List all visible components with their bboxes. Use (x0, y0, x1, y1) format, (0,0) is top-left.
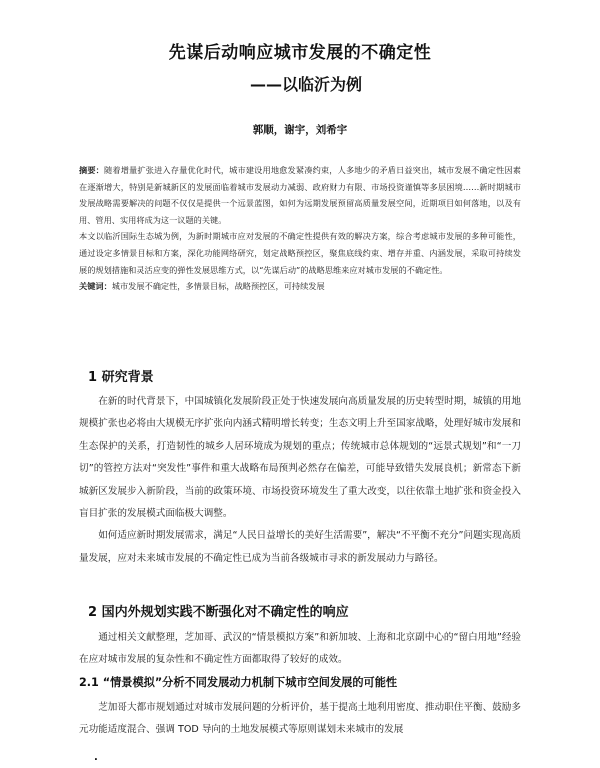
abstract-text-1: 随着增量扩张进入存量优化时代，城市建设用地愈发紧凑约束，人多地少的矛盾日益突出，城市发展不确定性因素在逐渐增大，特别是新城新区的发展面临着城市发展动力减弱、政府财力有限、市场投资谨慎等多层困境……新时期城市发展战略需要解决的问题不仅仅是提供一个远景蓝图，如何为远期发展预留高质量发展空间，近期项目如何落地，以及有用、管用、实用将成为这一议题的关键。 (79, 165, 521, 225)
paper-title: 先谋后动响应城市发展的不确定性 (168, 43, 432, 63)
keywords-line (79, 278, 521, 295)
section-1-body (79, 391, 521, 570)
section-2-paragraph-1: 通过相关文献整理，芝加哥、武汉的“情景模拟方案”和新加坡、上海和北京副中心的“留白用地”经验在应对城市发展的复杂性和不确定性方面都取得了较好的成效。 (79, 632, 522, 666)
keywords-label: 关键词： (79, 281, 112, 292)
section-1-heading: 1 研究背景 (88, 370, 154, 385)
abstract-paragraph-1 (79, 162, 521, 228)
keywords-text: 城市发展不确定性，多情景目标，战略预控区，可持续发展 (111, 281, 325, 292)
abstract-label: 摘要： (79, 165, 105, 175)
section-2-1-body (79, 697, 521, 742)
section-2-heading: 2 国内外规划实践不断强化对不确定性的响应 (88, 605, 349, 620)
abstract-block (79, 162, 521, 295)
paper-subtitle: ——以临沂为例 (250, 75, 363, 94)
section-1-paragraph-1: 在新的时代背景下，中国城镇化发展阶段正处于快速发展向高质量发展的历史转型时期，城镇的用地规模扩张也必将由大规模无序扩张向内涵式精明增长转变；生态文明上升至国家战略，处理好城市发展和生态保护的关系，打造韧性的城乡人居环境成为规划的重点；传统城市总体规划的“远景式规划”和“一刀切”的管控方法对“突发性”事件和重大战略布局预判必然存在偏差，可能导致错失发展良机；新常态下新城新区发展步入新阶段，当前的政策环境、市场投资环境发生了重大改变，以往依靠土地扩张和资金投入盲目扩张的发展模式面临极大调整。 (79, 396, 521, 520)
section-1-paragraph-2: 如何适应新时期发展需求，满足“人民日益增长的美好生活需要”，解决“不平衡不充分”问题实现高质量发展，应对未来城市发展的不确定性已成为当前各级城市寻求的新发展动力与路径。 (79, 530, 522, 564)
paper-authors: 郭顺，谢宇，刘希宇 (252, 124, 348, 136)
section-2-1-paragraph-1: 芝加哥大都市规划通过对城市发展问题的分析评价，基于提高土地利用密度、推动职住平衡、鼓励多元功能适度混合、强调 TOD 导向的土地发展模式等原则谋划未来城市的发展 (79, 702, 521, 736)
section-2-1-heading: 2.1 “情景模拟”分析不同发展动力机制下城市空间发展的可能性 (79, 676, 398, 689)
footer-mark: . (94, 752, 98, 763)
section-2-body (79, 627, 521, 672)
abstract-paragraph-2: 本文以临沂国际生态城为例，为新时期城市应对发展的不确定性提供有效的解决方案，综合考虑城市发展的多种可能性，通过设定多情景目标和方案，深化功能网络研究，划定战略预控区，聚焦底线约束、增存并重、内涵发展，采取可持续发展的规划措施和灵活应变的弹性发展思维方式，以“先谋后动”的战略思维来应对城市发展的不确定性。 (79, 231, 521, 275)
